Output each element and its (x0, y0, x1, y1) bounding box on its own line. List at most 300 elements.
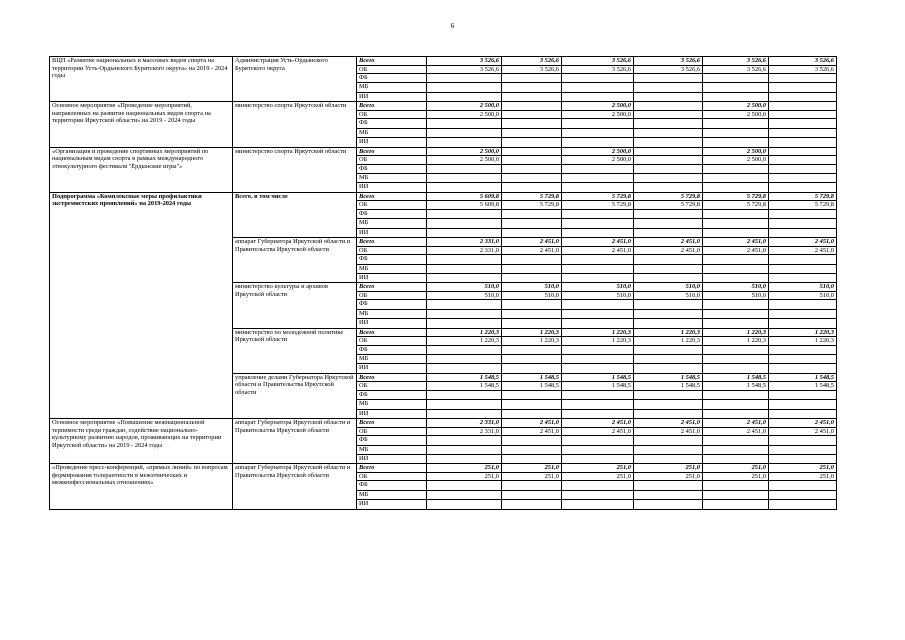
amount-cell (502, 110, 562, 119)
funding-source: ИИ (357, 183, 427, 192)
amount-cell: 251,0 (703, 472, 769, 481)
amount-cell (562, 400, 634, 409)
amount-cell: 2 500,0 (562, 156, 634, 165)
amount-cell: 2 500,0 (703, 102, 769, 111)
amount-cell (562, 500, 634, 509)
funding-source: Всего (357, 57, 427, 66)
executor-name: министерство культуры и архивов Иркутской области (233, 283, 357, 328)
amount-cell: 510,0 (427, 291, 502, 300)
amount-cell (769, 174, 837, 183)
amount-cell (562, 92, 634, 101)
amount-cell (769, 102, 837, 111)
amount-cell (502, 255, 562, 264)
amount-cell (562, 455, 634, 464)
amount-cell: 3 526,6 (769, 65, 837, 74)
amount-cell (427, 390, 502, 399)
amount-cell: 251,0 (634, 464, 703, 473)
amount-cell (634, 300, 703, 309)
amount-cell (769, 228, 837, 237)
amount-cell (427, 445, 502, 454)
funding-source: ФБ (357, 74, 427, 83)
funding-source: МБ (357, 83, 427, 92)
amount-cell: 3 526,6 (562, 57, 634, 66)
amount-cell: 1 220,3 (703, 328, 769, 337)
funding-source: МБ (357, 355, 427, 364)
table-row (50, 464, 837, 473)
amount-cell (562, 390, 634, 399)
amount-cell (769, 92, 837, 101)
amount-cell: 3 526,6 (703, 65, 769, 74)
amount-cell (769, 345, 837, 354)
amount-cell: 251,0 (427, 464, 502, 473)
amount-cell (769, 110, 837, 119)
amount-cell: 5 729,8 (562, 192, 634, 201)
amount-cell: 1 548,5 (769, 373, 837, 382)
amount-cell: 251,0 (502, 464, 562, 473)
amount-cell (427, 500, 502, 509)
amount-cell: 3 526,6 (502, 57, 562, 66)
amount-cell (502, 147, 562, 156)
amount-cell: 2 451,0 (634, 238, 703, 247)
amount-cell (634, 128, 703, 137)
executor-name: управление делами Губернатора Иркутской области и Правительства Иркутской области (233, 373, 357, 418)
budget-table (49, 56, 837, 510)
funding-source: ИИ (357, 455, 427, 464)
amount-cell (502, 92, 562, 101)
amount-cell (502, 309, 562, 318)
amount-cell (769, 138, 837, 147)
funding-source: ИИ (357, 409, 427, 418)
amount-cell (427, 74, 502, 83)
amount-cell (769, 319, 837, 328)
amount-cell: 5 729,8 (769, 201, 837, 210)
amount-cell: 1 220,3 (502, 328, 562, 337)
amount-cell: 1 220,3 (769, 328, 837, 337)
amount-cell: 251,0 (502, 472, 562, 481)
amount-cell (634, 500, 703, 509)
amount-cell: 5 729,8 (562, 201, 634, 210)
amount-cell (769, 209, 837, 218)
amount-cell (427, 455, 502, 464)
amount-cell: 3 526,6 (427, 65, 502, 74)
amount-cell (769, 147, 837, 156)
funding-source: ФБ (357, 345, 427, 354)
amount-cell (703, 300, 769, 309)
amount-cell (562, 309, 634, 318)
amount-cell: 3 526,6 (427, 57, 502, 66)
amount-cell: 1 548,5 (769, 382, 837, 391)
amount-cell (502, 455, 562, 464)
amount-cell: 1 548,5 (703, 373, 769, 382)
amount-cell (427, 264, 502, 273)
amount-cell (502, 183, 562, 192)
amount-cell (769, 300, 837, 309)
executor-name: аппарат Губернатора Иркутской области и Правительства Иркутской области (233, 464, 357, 509)
amount-cell (634, 255, 703, 264)
amount-cell: 5 729,8 (634, 201, 703, 210)
amount-cell (562, 490, 634, 499)
amount-cell (427, 164, 502, 173)
amount-cell: 251,0 (769, 464, 837, 473)
funding-source: ОБ (357, 382, 427, 391)
amount-cell (703, 364, 769, 373)
amount-cell: 2 451,0 (703, 419, 769, 428)
amount-cell (562, 119, 634, 128)
amount-cell (502, 164, 562, 173)
amount-cell: 5 729,8 (634, 192, 703, 201)
amount-cell (634, 409, 703, 418)
amount-cell (703, 500, 769, 509)
amount-cell (502, 156, 562, 165)
funding-source: ИИ (357, 500, 427, 509)
measure-name: «Организация и проведение спортивных мероприятий по национальным видам спорта в рамках международного этнокультурного фестиваля "Ёрдынские игры"» (50, 147, 233, 192)
amount-cell (427, 219, 502, 228)
funding-source: Всего (357, 283, 427, 292)
amount-cell: 510,0 (769, 291, 837, 300)
amount-cell (769, 390, 837, 399)
amount-cell (634, 119, 703, 128)
amount-cell (502, 319, 562, 328)
amount-cell (634, 364, 703, 373)
amount-cell: 2 451,0 (502, 238, 562, 247)
amount-cell (502, 209, 562, 218)
amount-cell: 251,0 (562, 464, 634, 473)
amount-cell: 2 451,0 (703, 238, 769, 247)
amount-cell: 5 729,8 (502, 192, 562, 201)
amount-cell (502, 138, 562, 147)
funding-source: ОБ (357, 291, 427, 300)
funding-source: МБ (357, 128, 427, 137)
funding-source: ИИ (357, 364, 427, 373)
amount-cell (703, 400, 769, 409)
executor-name: министерство спорта Иркутской области (233, 102, 357, 147)
amount-cell: 1 548,5 (634, 373, 703, 382)
amount-cell: 3 526,6 (769, 57, 837, 66)
amount-cell (769, 183, 837, 192)
funding-source: ИИ (357, 273, 427, 282)
amount-cell (703, 138, 769, 147)
amount-cell (562, 209, 634, 218)
amount-cell (769, 119, 837, 128)
amount-cell: 3 526,6 (562, 65, 634, 74)
table-row (50, 192, 837, 201)
amount-cell (427, 319, 502, 328)
amount-cell (634, 110, 703, 119)
amount-cell: 2 451,0 (562, 427, 634, 436)
amount-cell: 510,0 (502, 283, 562, 292)
amount-cell (502, 345, 562, 354)
funding-source: ОБ (357, 110, 427, 119)
amount-cell: 5 729,8 (502, 201, 562, 210)
funding-source: Всего (357, 464, 427, 473)
amount-cell (769, 255, 837, 264)
funding-source: ИИ (357, 319, 427, 328)
amount-cell: 2 451,0 (703, 427, 769, 436)
amount-cell (703, 481, 769, 490)
amount-cell (634, 92, 703, 101)
amount-cell (634, 219, 703, 228)
amount-cell: 1 548,5 (427, 382, 502, 391)
amount-cell (634, 74, 703, 83)
amount-cell (427, 400, 502, 409)
amount-cell (634, 309, 703, 318)
amount-cell: 2 451,0 (502, 246, 562, 255)
amount-cell (769, 309, 837, 318)
amount-cell: 2 500,0 (562, 110, 634, 119)
funding-source: ИИ (357, 138, 427, 147)
amount-cell: 2 451,0 (502, 427, 562, 436)
amount-cell: 1 220,3 (502, 337, 562, 346)
amount-cell: 1 548,5 (703, 382, 769, 391)
amount-cell (703, 319, 769, 328)
amount-cell (769, 500, 837, 509)
amount-cell (703, 445, 769, 454)
executor-name: Администрация Усть-Ордынского Бурятского округа (233, 57, 357, 102)
amount-cell: 2 500,0 (562, 102, 634, 111)
amount-cell (769, 156, 837, 165)
amount-cell (562, 364, 634, 373)
amount-cell: 2 500,0 (427, 110, 502, 119)
amount-cell: 2 500,0 (703, 110, 769, 119)
amount-cell (703, 355, 769, 364)
amount-cell (703, 209, 769, 218)
amount-cell (634, 174, 703, 183)
executor-name: министерство по молодежной политике Иркутской области (233, 328, 357, 373)
amount-cell (703, 309, 769, 318)
amount-cell: 2 451,0 (634, 246, 703, 255)
amount-cell (562, 300, 634, 309)
amount-cell (427, 128, 502, 137)
table-row (50, 102, 837, 111)
amount-cell: 1 220,3 (634, 328, 703, 337)
amount-cell (634, 319, 703, 328)
amount-cell (562, 481, 634, 490)
amount-cell (703, 128, 769, 137)
amount-cell (769, 128, 837, 137)
amount-cell: 3 526,6 (634, 57, 703, 66)
funding-source: ОБ (357, 156, 427, 165)
amount-cell (427, 209, 502, 218)
amount-cell (562, 138, 634, 147)
amount-cell (703, 390, 769, 399)
amount-cell (427, 183, 502, 192)
amount-cell (427, 490, 502, 499)
amount-cell (427, 92, 502, 101)
funding-source: МБ (357, 309, 427, 318)
amount-cell (769, 455, 837, 464)
amount-cell (502, 436, 562, 445)
amount-cell: 2 500,0 (703, 156, 769, 165)
executor-name: министерство спорта Иркутской области (233, 147, 357, 192)
funding-source: ОБ (357, 65, 427, 74)
funding-source: ОБ (357, 201, 427, 210)
amount-cell (562, 436, 634, 445)
amount-cell (502, 83, 562, 92)
amount-cell (502, 174, 562, 183)
amount-cell (703, 92, 769, 101)
amount-cell: 1 548,5 (502, 382, 562, 391)
funding-source: Всего (357, 328, 427, 337)
amount-cell (502, 128, 562, 137)
amount-cell (562, 345, 634, 354)
amount-cell (562, 174, 634, 183)
funding-source: ФБ (357, 300, 427, 309)
amount-cell (562, 164, 634, 173)
funding-source: ОБ (357, 337, 427, 346)
funding-source: ФБ (357, 481, 427, 490)
amount-cell (427, 355, 502, 364)
amount-cell (634, 400, 703, 409)
amount-cell (562, 128, 634, 137)
funding-source: МБ (357, 264, 427, 273)
amount-cell: 5 609,8 (427, 192, 502, 201)
amount-cell (502, 273, 562, 282)
amount-cell (562, 409, 634, 418)
amount-cell: 2 451,0 (769, 246, 837, 255)
amount-cell: 2 451,0 (634, 419, 703, 428)
amount-cell: 251,0 (703, 464, 769, 473)
funding-source: Всего (357, 102, 427, 111)
amount-cell (703, 219, 769, 228)
amount-cell (703, 264, 769, 273)
amount-cell (502, 300, 562, 309)
amount-cell: 2 331,0 (427, 246, 502, 255)
amount-cell (634, 345, 703, 354)
amount-cell: 1 220,3 (427, 337, 502, 346)
funding-source: Всего (357, 419, 427, 428)
amount-cell: 1 220,3 (562, 337, 634, 346)
amount-cell (562, 255, 634, 264)
amount-cell (769, 445, 837, 454)
amount-cell (769, 364, 837, 373)
funding-source: Всего (357, 192, 427, 201)
amount-cell: 3 526,6 (634, 65, 703, 74)
funding-source: ОБ (357, 472, 427, 481)
amount-cell: 5 729,8 (769, 192, 837, 201)
amount-cell (502, 74, 562, 83)
funding-source: МБ (357, 174, 427, 183)
amount-cell (502, 390, 562, 399)
table-row (50, 57, 837, 66)
amount-cell: 2 451,0 (703, 246, 769, 255)
amount-cell: 1 548,5 (502, 373, 562, 382)
executor-name: аппарат Губернатора Иркутской области и Правительства Иркутской области (233, 419, 357, 464)
amount-cell (703, 345, 769, 354)
amount-cell: 2 451,0 (634, 427, 703, 436)
amount-cell (502, 228, 562, 237)
amount-cell: 510,0 (562, 291, 634, 300)
amount-cell (769, 164, 837, 173)
amount-cell (703, 164, 769, 173)
amount-cell (427, 364, 502, 373)
measure-name: Подпрограмма «Комплексные меры профилактики экстремистских проявлений» на 2019-2024 годы (50, 192, 233, 418)
funding-source: МБ (357, 219, 427, 228)
amount-cell (769, 409, 837, 418)
funding-source: ИИ (357, 92, 427, 101)
amount-cell: 3 526,6 (703, 57, 769, 66)
amount-cell (562, 273, 634, 282)
funding-source: Всего (357, 147, 427, 156)
amount-cell (502, 445, 562, 454)
measure-name: «Проведение пресс-конференций, «прямых линий» по вопросам формирования толерантности в межэтнических и межконфессиональных отношениях» (50, 464, 233, 509)
amount-cell: 510,0 (562, 283, 634, 292)
amount-cell (562, 264, 634, 273)
table-row (50, 419, 837, 428)
amount-cell (634, 436, 703, 445)
amount-cell: 2 451,0 (562, 246, 634, 255)
amount-cell (562, 183, 634, 192)
amount-cell (502, 264, 562, 273)
amount-cell (634, 228, 703, 237)
measure-name: Основное мероприятие «Повышение межнациональной терпимости среди граждан, содействие национально-культурному развитию народов, проживающих на территории Иркутской области» на 2019 - 2024 годы (50, 419, 233, 464)
amount-cell: 1 548,5 (634, 382, 703, 391)
amount-cell: 2 451,0 (562, 419, 634, 428)
amount-cell (703, 490, 769, 499)
amount-cell: 2 331,0 (427, 238, 502, 247)
amount-cell: 2 451,0 (562, 238, 634, 247)
amount-cell (634, 156, 703, 165)
amount-cell: 510,0 (634, 283, 703, 292)
amount-cell (634, 264, 703, 273)
amount-cell (769, 400, 837, 409)
amount-cell (634, 147, 703, 156)
amount-cell: 2 451,0 (769, 238, 837, 247)
amount-cell (427, 409, 502, 418)
amount-cell: 510,0 (502, 291, 562, 300)
amount-cell (427, 436, 502, 445)
amount-cell (427, 138, 502, 147)
amount-cell: 2 331,0 (427, 419, 502, 428)
amount-cell: 1 548,5 (427, 373, 502, 382)
amount-cell: 2 451,0 (502, 419, 562, 428)
amount-cell (703, 273, 769, 282)
amount-cell: 1 220,3 (769, 337, 837, 346)
amount-cell (703, 455, 769, 464)
amount-cell: 1 548,5 (562, 373, 634, 382)
amount-cell (502, 500, 562, 509)
amount-cell (703, 436, 769, 445)
amount-cell (562, 445, 634, 454)
amount-cell (427, 228, 502, 237)
amount-cell: 2 500,0 (427, 102, 502, 111)
amount-cell: 1 548,5 (562, 382, 634, 391)
amount-cell (502, 364, 562, 373)
amount-cell: 251,0 (769, 472, 837, 481)
amount-cell (769, 83, 837, 92)
funding-source: МБ (357, 445, 427, 454)
table-row (50, 147, 837, 156)
amount-cell (562, 219, 634, 228)
amount-cell (562, 228, 634, 237)
funding-source: ФБ (357, 164, 427, 173)
amount-cell (427, 345, 502, 354)
amount-cell: 1 220,3 (703, 337, 769, 346)
executor-name: Всего, в том числе (233, 192, 357, 237)
amount-cell (703, 255, 769, 264)
amount-cell (634, 183, 703, 192)
amount-cell (502, 409, 562, 418)
amount-cell (634, 490, 703, 499)
amount-cell: 5 729,8 (703, 192, 769, 201)
amount-cell: 2 500,0 (562, 147, 634, 156)
funding-source: ОБ (357, 246, 427, 255)
amount-cell: 510,0 (634, 291, 703, 300)
funding-source: ФБ (357, 390, 427, 399)
amount-cell (769, 74, 837, 83)
amount-cell: 2 500,0 (427, 147, 502, 156)
amount-cell (703, 174, 769, 183)
amount-cell (634, 138, 703, 147)
